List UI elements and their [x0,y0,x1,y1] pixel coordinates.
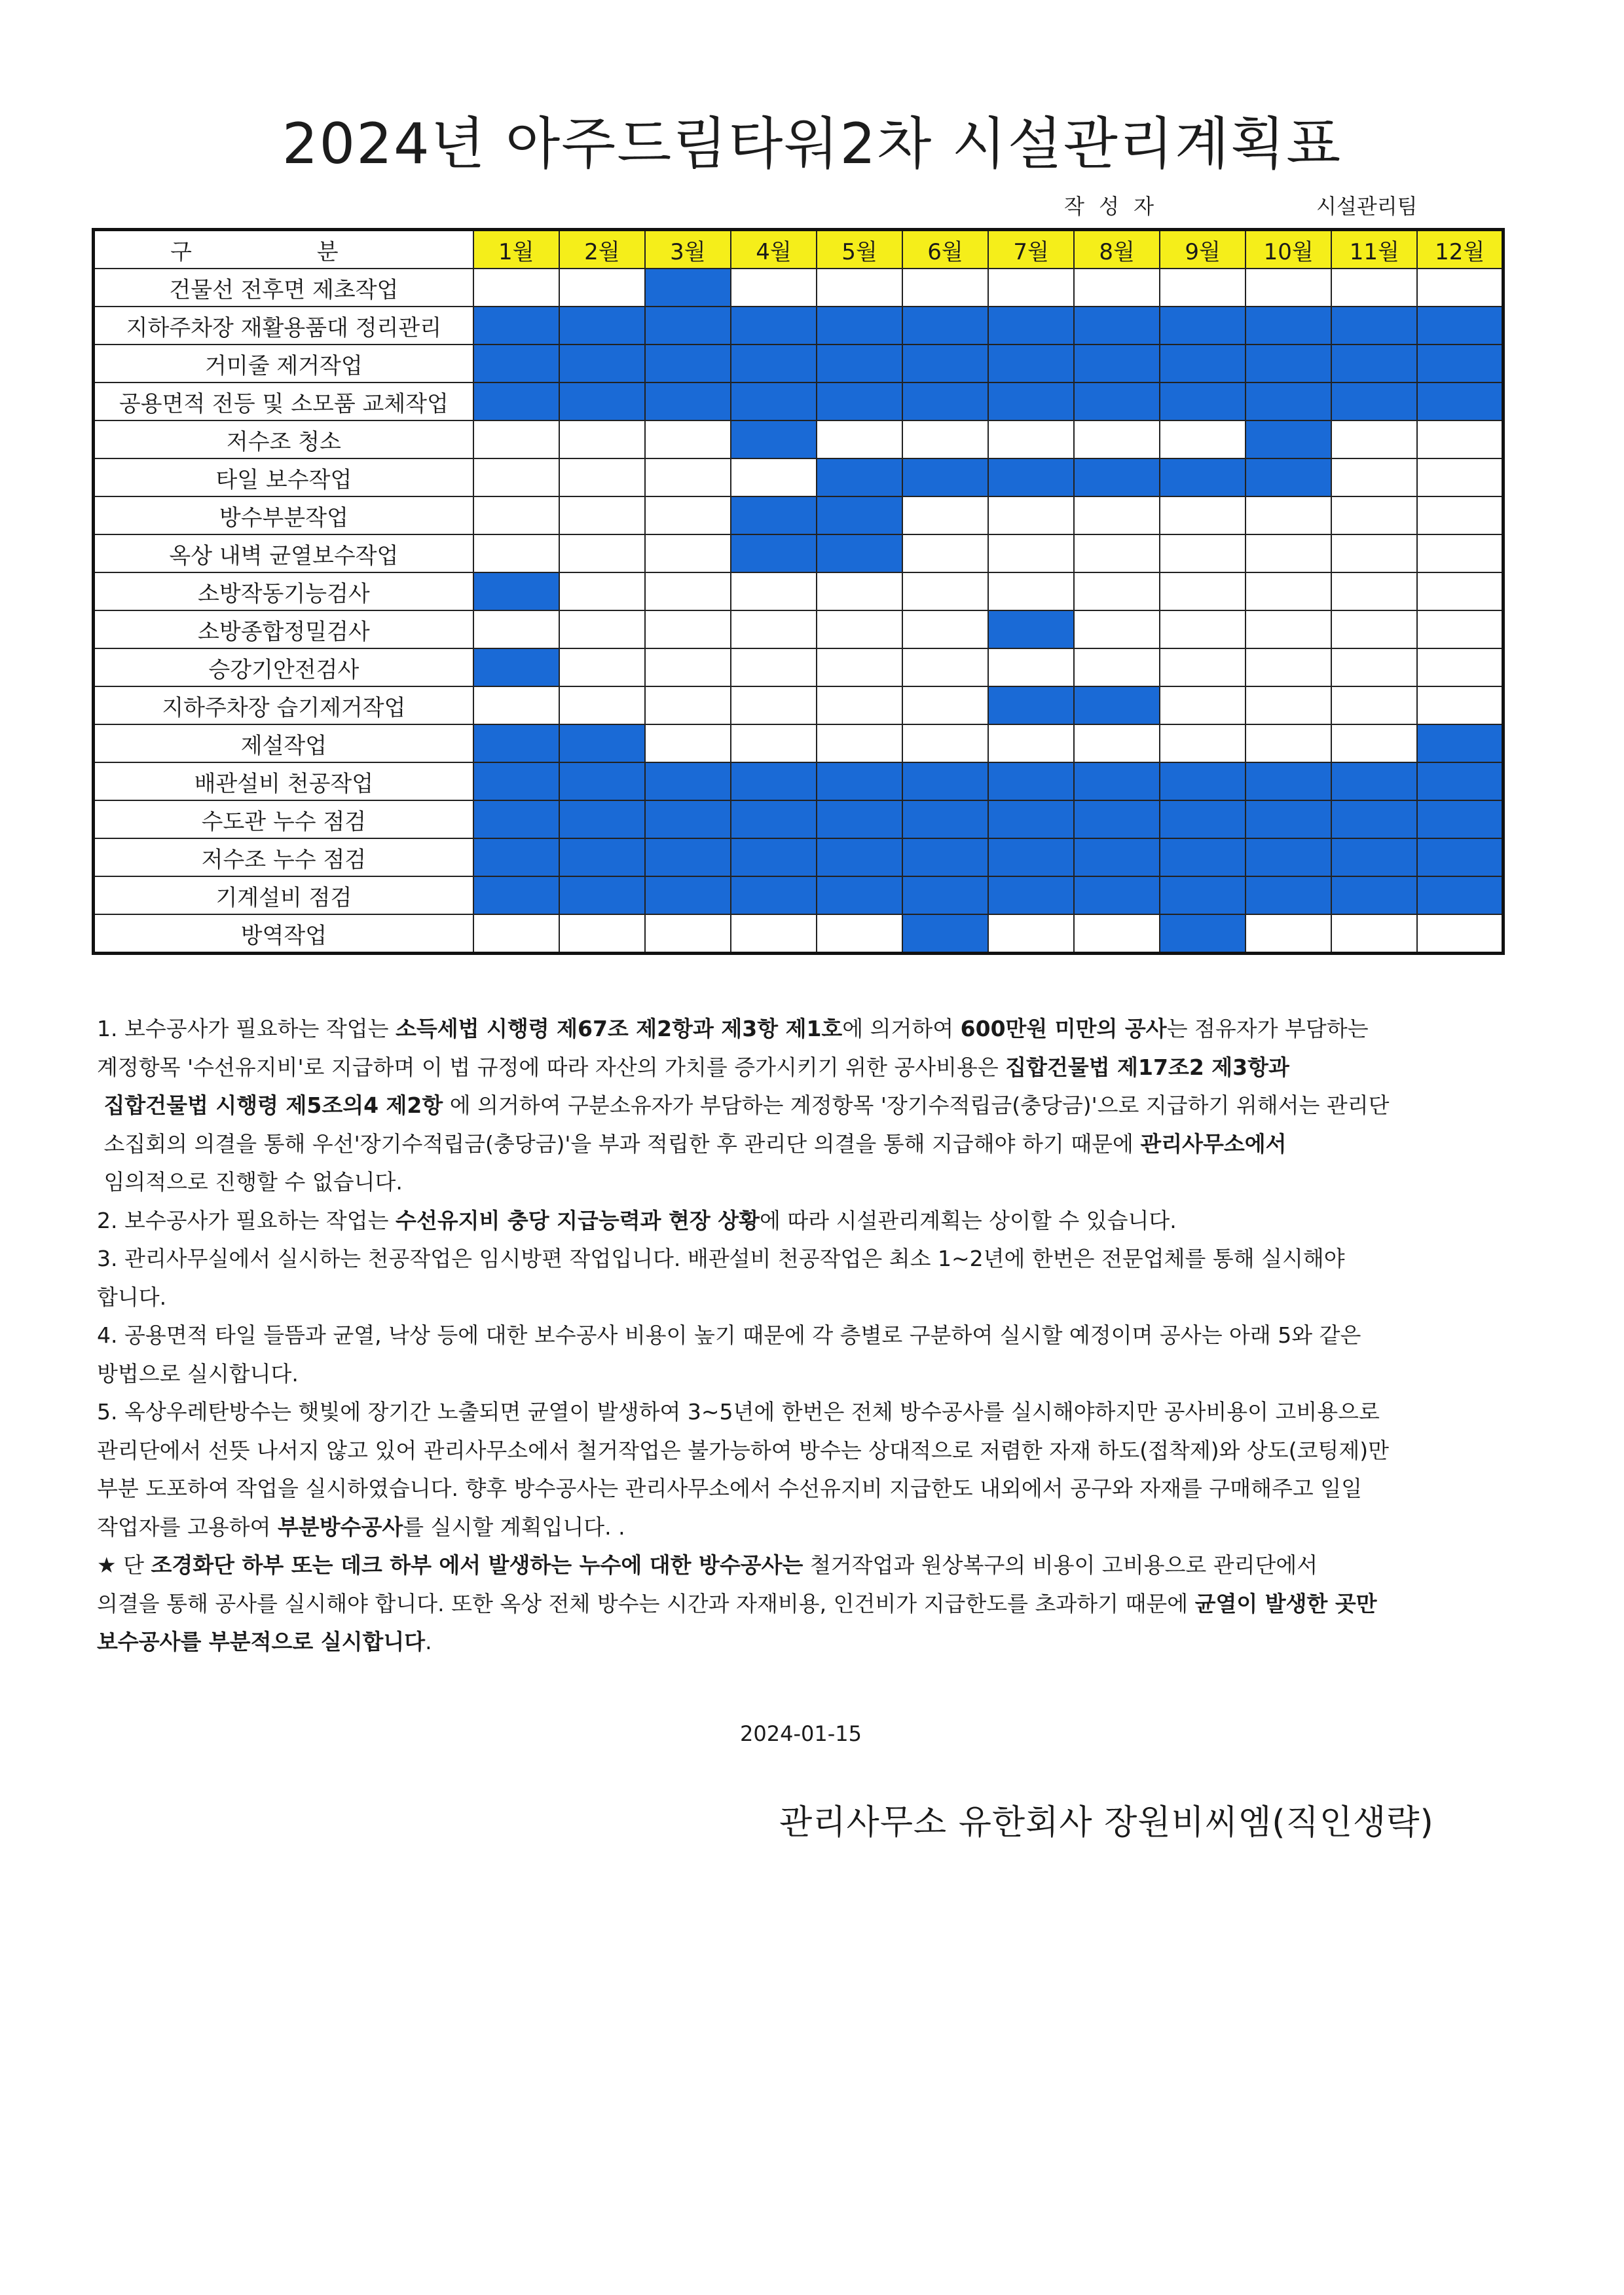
schedule-cell [559,269,645,307]
schedule-cell-active [1160,914,1246,954]
schedule-cell [1417,458,1503,496]
schedule-cell [559,496,645,534]
schedule-cell-active [559,382,645,420]
schedule-cell-active [988,307,1074,345]
schedule-cell [817,572,902,610]
table-row [94,307,1504,345]
schedule-cell-active [559,800,645,838]
schedule-cell [988,534,1074,572]
schedule-cell-active [988,762,1074,800]
schedule-cell-active [902,762,988,800]
schedule-cell [902,534,988,572]
schedule-cell [645,648,731,686]
schedule-cell [645,496,731,534]
task-name: 거미줄 제거작업 [94,345,473,382]
schedule-cell [1246,648,1331,686]
schedule-cell [1246,496,1331,534]
schedule-cell [559,534,645,572]
schedule-cell [1246,914,1331,954]
schedule-cell-active [559,345,645,382]
schedule-cell [473,458,559,496]
schedule-cell-active [645,307,731,345]
schedule-cell-active [1417,838,1503,876]
schedule-cell [902,269,988,307]
schedule-cell-active [1331,762,1417,800]
schedule-cell [645,914,731,954]
schedule-cell [1331,496,1417,534]
schedule-cell-active [817,496,902,534]
schedule-cell-active [902,458,988,496]
schedule-cell-active [988,876,1074,914]
schedule-cell-active [1417,762,1503,800]
schedule-cell [731,686,817,724]
schedule-cell-active [1417,800,1503,838]
schedule-cell [1417,534,1503,572]
schedule-cell-active [559,724,645,762]
schedule-cell-active [473,876,559,914]
schedule-cell-active [473,382,559,420]
schedule-cell [1074,269,1160,307]
schedule-cell [817,914,902,954]
schedule-cell-active [988,838,1074,876]
schedule-cell-active [817,345,902,382]
schedule-cell [1074,534,1160,572]
schedule-cell [817,648,902,686]
schedule-cell [559,914,645,954]
schedule-cell-active [1331,838,1417,876]
schedule-cell [559,572,645,610]
task-name: 옥상 내벽 균열보수작업 [94,534,473,572]
schedule-cell [902,648,988,686]
task-name: 제설작업 [94,724,473,762]
author-label: 작 성 자 [1064,194,1158,219]
schedule-cell [902,686,988,724]
schedule-cell-active [902,838,988,876]
schedule-cell [988,269,1074,307]
signature: 관리사무소 유한회사 장원비씨엠(직인생략) [779,1803,1434,1842]
schedule-cell [559,686,645,724]
schedule-cell [1246,724,1331,762]
schedule-cell [473,534,559,572]
schedule-cell [1160,610,1246,648]
schedule-cell [1074,724,1160,762]
schedule-cell-active [731,307,817,345]
schedule-cell [1417,420,1503,458]
schedule-cell [559,610,645,648]
schedule-cell [1160,686,1246,724]
schedule-cell-active [731,496,817,534]
schedule-cell-active [1331,345,1417,382]
schedule-cell [1417,496,1503,534]
page-title: 2024년 아주드림타워2차 시설관리계획표 [282,111,1342,177]
schedule-cell-active [559,307,645,345]
schedule-cell-active [1074,382,1160,420]
table-row [94,762,1504,800]
schedule-cell-active [559,838,645,876]
table-row [94,724,1504,762]
schedule-cell [988,572,1074,610]
schedule-cell-active [731,800,817,838]
schedule-cell [1160,572,1246,610]
table-row [94,838,1504,876]
task-name: 지하주차장 재활용품대 정리관리 [94,307,473,345]
schedule-cell-active [1074,800,1160,838]
table-row [94,382,1504,420]
schedule-cell-active [1331,876,1417,914]
schedule-cell [1160,534,1246,572]
schedule-cell [988,420,1074,458]
schedule-cell [473,420,559,458]
schedule-cell [473,496,559,534]
schedule-cell [817,686,902,724]
schedule-cell-active [902,382,988,420]
notes-section [97,1010,1505,1662]
schedule-cell [1417,914,1503,954]
schedule-cell-active [1246,345,1331,382]
schedule-cell [731,458,817,496]
schedule-cell [817,724,902,762]
schedule-cell [1331,686,1417,724]
schedule-cell-active [731,345,817,382]
schedule-cell [645,610,731,648]
schedule-cell-active [817,382,902,420]
schedule-cell [1246,572,1331,610]
schedule-cell-active [559,876,645,914]
schedule-cell [645,534,731,572]
task-name: 기계설비 점검 [94,876,473,914]
schedule-cell-active [988,345,1074,382]
month-header: 12월 [1417,230,1503,269]
schedule-cell-active [1417,382,1503,420]
schedule-cell [1331,534,1417,572]
table-row [94,496,1504,534]
note-5: 5. 옥상우레탄방수는 햇빛에 장기간 노출되면 균열이 발생하여 3~5년에 한번은 전체 방수공사를 실시해야하지만 공사비용이 고비용으로 관리단에서 선뜻 나서지 않고 있어 관리사무소에서 철거작업은 불가능하여 방수는 상대적으로 저렴한 자재 하도(접착제)와 상도(코팅제)만 부분 도포하여 작업을 실시하였습니다. 향후 방수공사는 관리사무소에서 수선유지비 지급한도 내외에서 공구와 자재를 구매해주고 일일 작업자를 고용하여 부분방수공사를 실시할 계획입니다. . [97,1399,1390,1540]
schedule-cell [645,458,731,496]
task-name: 소방작동기능검사 [94,572,473,610]
table-row [94,572,1504,610]
month-header: 6월 [902,230,988,269]
schedule-cell-active [645,762,731,800]
schedule-cell [1331,572,1417,610]
table-row [94,458,1504,496]
schedule-cell-active [645,800,731,838]
schedule-cell [473,269,559,307]
schedule-cell [1246,269,1331,307]
schedule-cell [988,648,1074,686]
schedule-cell [1417,269,1503,307]
schedule-cell-active [902,800,988,838]
schedule-cell-active [473,345,559,382]
schedule-cell-active [1160,838,1246,876]
month-header: 5월 [817,230,902,269]
schedule-cell-active [1074,838,1160,876]
schedule-cell-active [1160,382,1246,420]
schedule-cell [1160,496,1246,534]
table-row [94,420,1504,458]
schedule-cell-active [731,534,817,572]
schedule-cell-active [1160,762,1246,800]
schedule-cell-active [1246,307,1331,345]
schedule-cell [645,724,731,762]
month-header: 8월 [1074,230,1160,269]
schedule-cell-active [1246,382,1331,420]
schedule-cell-active [1074,762,1160,800]
note-2: 2. 보수공사가 필요하는 작업는 수선유지비 충당 지급능력과 현장 상황에 따라 시설관리계획는 상이할 수 있습니다. [97,1207,1177,1233]
note-1: 1. 보수공사가 필요하는 작업는 소득세법 시행령 제67조 제2항과 제3항 제1호에 의거하여 600만원 미만의 공사는 점유자가 부담하는 계정항목 '수선유지비'로 지급하며 이 법 규정에 따라 자산의 가치를 증가시키기 위한 공사비용은 집합건물법 제17조2 제3항과 집합건물법 시행령 제5조의4 제2항 에 의거하여 구분소유자가 부담하는 계정항목 '장기수적립금(충당금)'으로 지급하기 위해서는 관리단 소집회의 의결을 통해 우선'장기수적립금(충당금)'을 부과 적립한 후 관리단 의결을 통해 지급해야 하기 때문에 관리사무소에서 임의적으로 진행할 수 없습니다. [97,1016,1390,1195]
schedule-cell [817,420,902,458]
task-name: 수도관 누수 점검 [94,800,473,838]
schedule-cell-active [473,762,559,800]
schedule-cell-active [988,458,1074,496]
task-name: 타일 보수작업 [94,458,473,496]
schedule-cell-active [645,838,731,876]
schedule-cell-active [645,382,731,420]
schedule-cell [645,686,731,724]
schedule-cell-active [1160,307,1246,345]
schedule-cell [731,914,817,954]
schedule-cell-active [988,382,1074,420]
schedule-cell-active [559,762,645,800]
schedule-cell-active [731,382,817,420]
schedule-cell [1246,534,1331,572]
schedule-cell-active [817,307,902,345]
schedule-cell-active [1331,382,1417,420]
category-header: 구 분 [94,230,473,269]
schedule-cell [1074,914,1160,954]
task-name: 배관설비 천공작업 [94,762,473,800]
schedule-cell [559,458,645,496]
schedule-cell-active [1246,762,1331,800]
table-row [94,345,1504,382]
schedule-cell [1246,610,1331,648]
month-header: 2월 [559,230,645,269]
schedule-cell-active [988,686,1074,724]
schedule-cell-active [1417,724,1503,762]
table-body [94,269,1504,954]
schedule-cell-active [1074,307,1160,345]
month-header: 4월 [731,230,817,269]
schedule-cell-active [817,762,902,800]
schedule-cell [817,610,902,648]
schedule-cell-active [1246,458,1331,496]
schedule-cell [559,420,645,458]
note-star: ★ 단 조경화단 하부 또는 데크 하부 에서 발생하는 누수에 대한 방수공사는 철거작업과 원상복구의 비용이 고비용으로 관리단에서 의결을 통해 공사를 실시해야 합니다. 또한 옥상 전체 방수는 시간과 자재비용, 인건비가 지급한도를 초과하기 때문에 균열이 발생한 곳만 보수공사를 부분적으로 실시합니다. [97,1552,1377,1654]
schedule-cell-active [817,458,902,496]
schedule-cell-active [1246,876,1331,914]
schedule-cell [559,648,645,686]
schedule-cell [1160,648,1246,686]
month-header: 1월 [473,230,559,269]
schedule-cell [731,648,817,686]
task-name: 방역작업 [94,914,473,954]
document-date: 2024-01-15 [740,1721,862,1746]
schedule-cell-active [1246,800,1331,838]
schedule-cell [731,724,817,762]
month-header: 11월 [1331,230,1417,269]
facility-plan-table [92,228,1505,955]
table-row [94,534,1504,572]
schedule-cell-active [731,420,817,458]
schedule-cell [1246,686,1331,724]
schedule-cell-active [817,838,902,876]
note-4: 4. 공용면적 타일 들뜸과 균열, 낙상 등에 대한 보수공사 비용이 높기 때문에 각 층별로 구분하여 실시할 예정이며 공사는 아래 5와 같은 방법으로 실시합니다. [97,1322,1361,1387]
task-name: 건물선 전후면 제초작업 [94,269,473,307]
schedule-cell [1331,269,1417,307]
schedule-cell [731,269,817,307]
schedule-cell-active [473,648,559,686]
schedule-cell-active [817,800,902,838]
table-header-row [94,230,1504,269]
schedule-cell-active [731,838,817,876]
schedule-cell-active [473,724,559,762]
schedule-cell [731,610,817,648]
schedule-cell [817,269,902,307]
schedule-cell-active [473,838,559,876]
schedule-cell [988,914,1074,954]
schedule-cell [1074,496,1160,534]
schedule-cell-active [1417,345,1503,382]
schedule-cell-active [1246,838,1331,876]
schedule-cell-active [473,572,559,610]
schedule-cell-active [988,800,1074,838]
schedule-cell-active [817,534,902,572]
schedule-cell [1417,686,1503,724]
table-row [94,686,1504,724]
month-header: 7월 [988,230,1074,269]
schedule-cell [1074,572,1160,610]
month-header: 9월 [1160,230,1246,269]
schedule-cell-active [1246,420,1331,458]
task-name: 저수조 청소 [94,420,473,458]
table-row [94,610,1504,648]
schedule-cell-active [731,876,817,914]
schedule-cell [988,496,1074,534]
schedule-cell [902,420,988,458]
schedule-cell-active [473,800,559,838]
schedule-cell-active [645,345,731,382]
schedule-cell [473,686,559,724]
schedule-cell-active [1160,458,1246,496]
schedule-cell-active [731,762,817,800]
schedule-cell-active [1331,307,1417,345]
table-row [94,914,1504,954]
schedule-cell [902,572,988,610]
schedule-cell [1331,914,1417,954]
schedule-cell [1331,648,1417,686]
table-row [94,876,1504,914]
task-name: 저수조 누수 점검 [94,838,473,876]
schedule-cell-active [1417,876,1503,914]
schedule-cell-active [1417,307,1503,345]
table-row [94,800,1504,838]
schedule-cell-active [902,876,988,914]
schedule-cell [1160,420,1246,458]
table-row [94,269,1504,307]
schedule-cell [1160,269,1246,307]
schedule-cell-active [1074,686,1160,724]
task-name: 승강기안전검사 [94,648,473,686]
author-team: 시설관리팀 [1316,194,1418,219]
task-name: 공용면적 전등 및 소모품 교체작업 [94,382,473,420]
schedule-cell [1074,648,1160,686]
schedule-cell-active [645,876,731,914]
schedule-cell [1074,610,1160,648]
schedule-cell-active [1074,876,1160,914]
schedule-cell [1074,420,1160,458]
schedule-cell [1417,648,1503,686]
schedule-cell-active [817,876,902,914]
schedule-cell-active [1160,800,1246,838]
schedule-cell [473,610,559,648]
schedule-cell-active [1331,800,1417,838]
schedule-cell-active [1160,345,1246,382]
schedule-cell [1331,458,1417,496]
table-row [94,648,1504,686]
schedule-cell-active [902,345,988,382]
schedule-cell [902,724,988,762]
task-name: 소방종합정밀검사 [94,610,473,648]
schedule-cell [1160,724,1246,762]
schedule-cell-active [902,914,988,954]
schedule-cell-active [473,307,559,345]
schedule-cell-active [1074,458,1160,496]
schedule-cell [1331,420,1417,458]
schedule-cell [645,420,731,458]
schedule-cell [473,914,559,954]
schedule-cell [1331,724,1417,762]
schedule-cell-active [988,610,1074,648]
schedule-cell-active [1074,345,1160,382]
task-name: 방수부분작업 [94,496,473,534]
schedule-cell [902,496,988,534]
schedule-cell [645,572,731,610]
note-3: 3. 관리사무실에서 실시하는 천공작업은 임시방편 작업입니다. 배관설비 천공작업은 최소 1~2년에 한번은 전문업체를 통해 실시해야 합니다. [97,1246,1345,1310]
month-header: 3월 [645,230,731,269]
schedule-cell [1331,610,1417,648]
schedule-cell [1417,610,1503,648]
month-header: 10월 [1246,230,1331,269]
schedule-cell [902,610,988,648]
schedule-cell [988,724,1074,762]
schedule-cell-active [1160,876,1246,914]
schedule-cell-active [645,269,731,307]
schedule-cell-active [902,307,988,345]
task-name: 지하주차장 습기제거작업 [94,686,473,724]
schedule-cell [731,572,817,610]
schedule-cell [1417,572,1503,610]
